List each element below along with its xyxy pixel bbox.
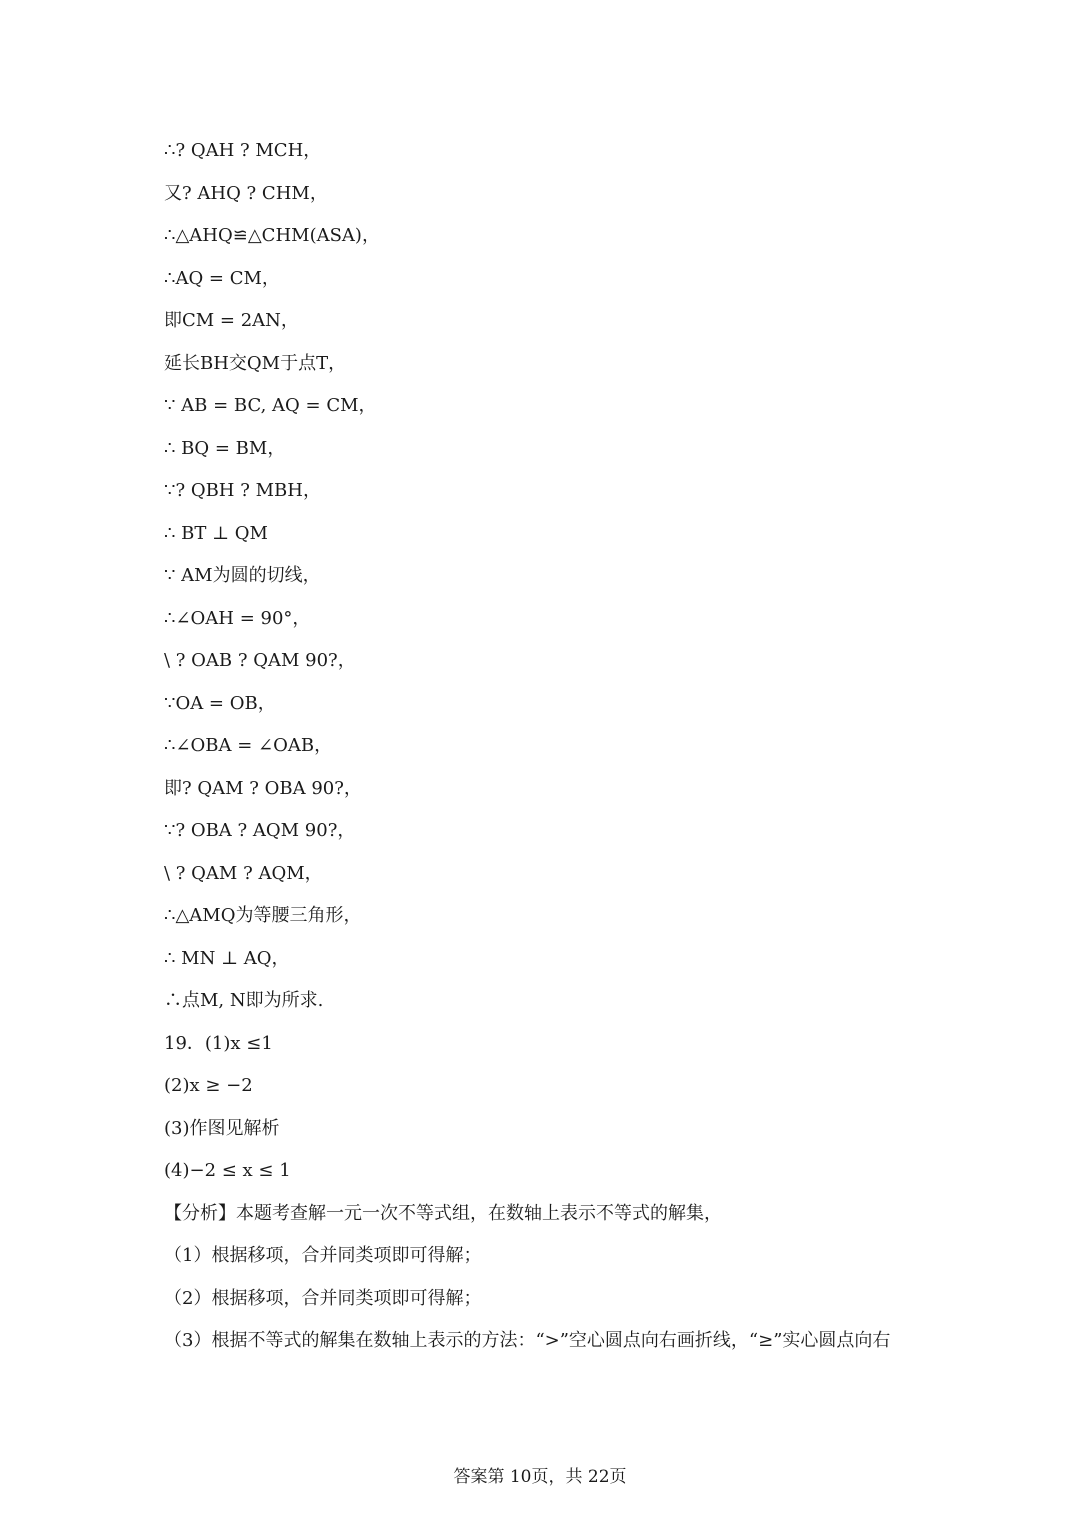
answer-body	[164, 134, 964, 1367]
analysis-heading: 【分析】本题考查解一元一次不等式组，在数轴上表示不等式的解集，	[164, 1202, 722, 1224]
text-line: 又? AHQ ? CHM，	[164, 182, 328, 204]
text-line: ∵OA = OB，	[164, 692, 276, 714]
text-line: ∴? QAH ? MCH，	[164, 140, 322, 161]
analysis-step-3: （3）根据不等式的解集在数轴上表示的方法：“>”空心圆点向右画折线，“≥”实心圆点向右	[164, 1330, 891, 1351]
text-line: 延长BH交QM于点T，	[164, 352, 347, 374]
page-footer: 答案第 10页，共 22页	[453, 1467, 627, 1487]
analysis-step-2: （2）根据移项，合并同类项即可得解；	[164, 1287, 482, 1309]
text-line: ∴ MN ⊥ AQ，	[164, 947, 290, 969]
text-line: ∴∠OAH = 90°，	[164, 607, 311, 629]
question-19-answer-1: 19．(1)x ≤1	[164, 1032, 273, 1054]
text-line: ∵? QBH ? MBH，	[164, 480, 321, 501]
question-19-answer-3: (3)作图见解析	[164, 1117, 280, 1139]
text-line: ∵ AM为圆的切线，	[164, 565, 321, 586]
text-line: 即CM = 2AN，	[164, 310, 299, 331]
text-line: ∴AQ = CM，	[164, 267, 280, 289]
text-line: ∴ BT ⊥ QM	[164, 522, 268, 544]
analysis-step-1: （1）根据移项，合并同类项即可得解；	[164, 1245, 482, 1266]
text-line: ∵ AB = BC, AQ = CM，	[164, 395, 377, 416]
question-19-answer-4: (4)−2 ≤ x ≤ 1	[164, 1160, 291, 1181]
text-line: 即? QAM ? OBA 90?，	[164, 777, 362, 799]
text-line: \ ? QAM ? AQM，	[164, 862, 323, 884]
text-line: ∴ BQ = BM，	[164, 437, 286, 459]
text-line: \ ? OAB ? QAM 90?，	[164, 650, 356, 671]
question-19-answer-2: (2)x ≥ −2	[164, 1075, 253, 1096]
text-line: ∴△AMQ为等腰三角形，	[164, 905, 362, 926]
text-line: ∴∠OBA = ∠OAB，	[164, 735, 333, 756]
text-line: ∴点M, N即为所求.	[164, 990, 324, 1011]
text-line: ∵? OBA ? AQM 90?，	[164, 820, 356, 841]
text-line: ∴△AHQ≌△CHM(ASA)，	[164, 225, 380, 246]
